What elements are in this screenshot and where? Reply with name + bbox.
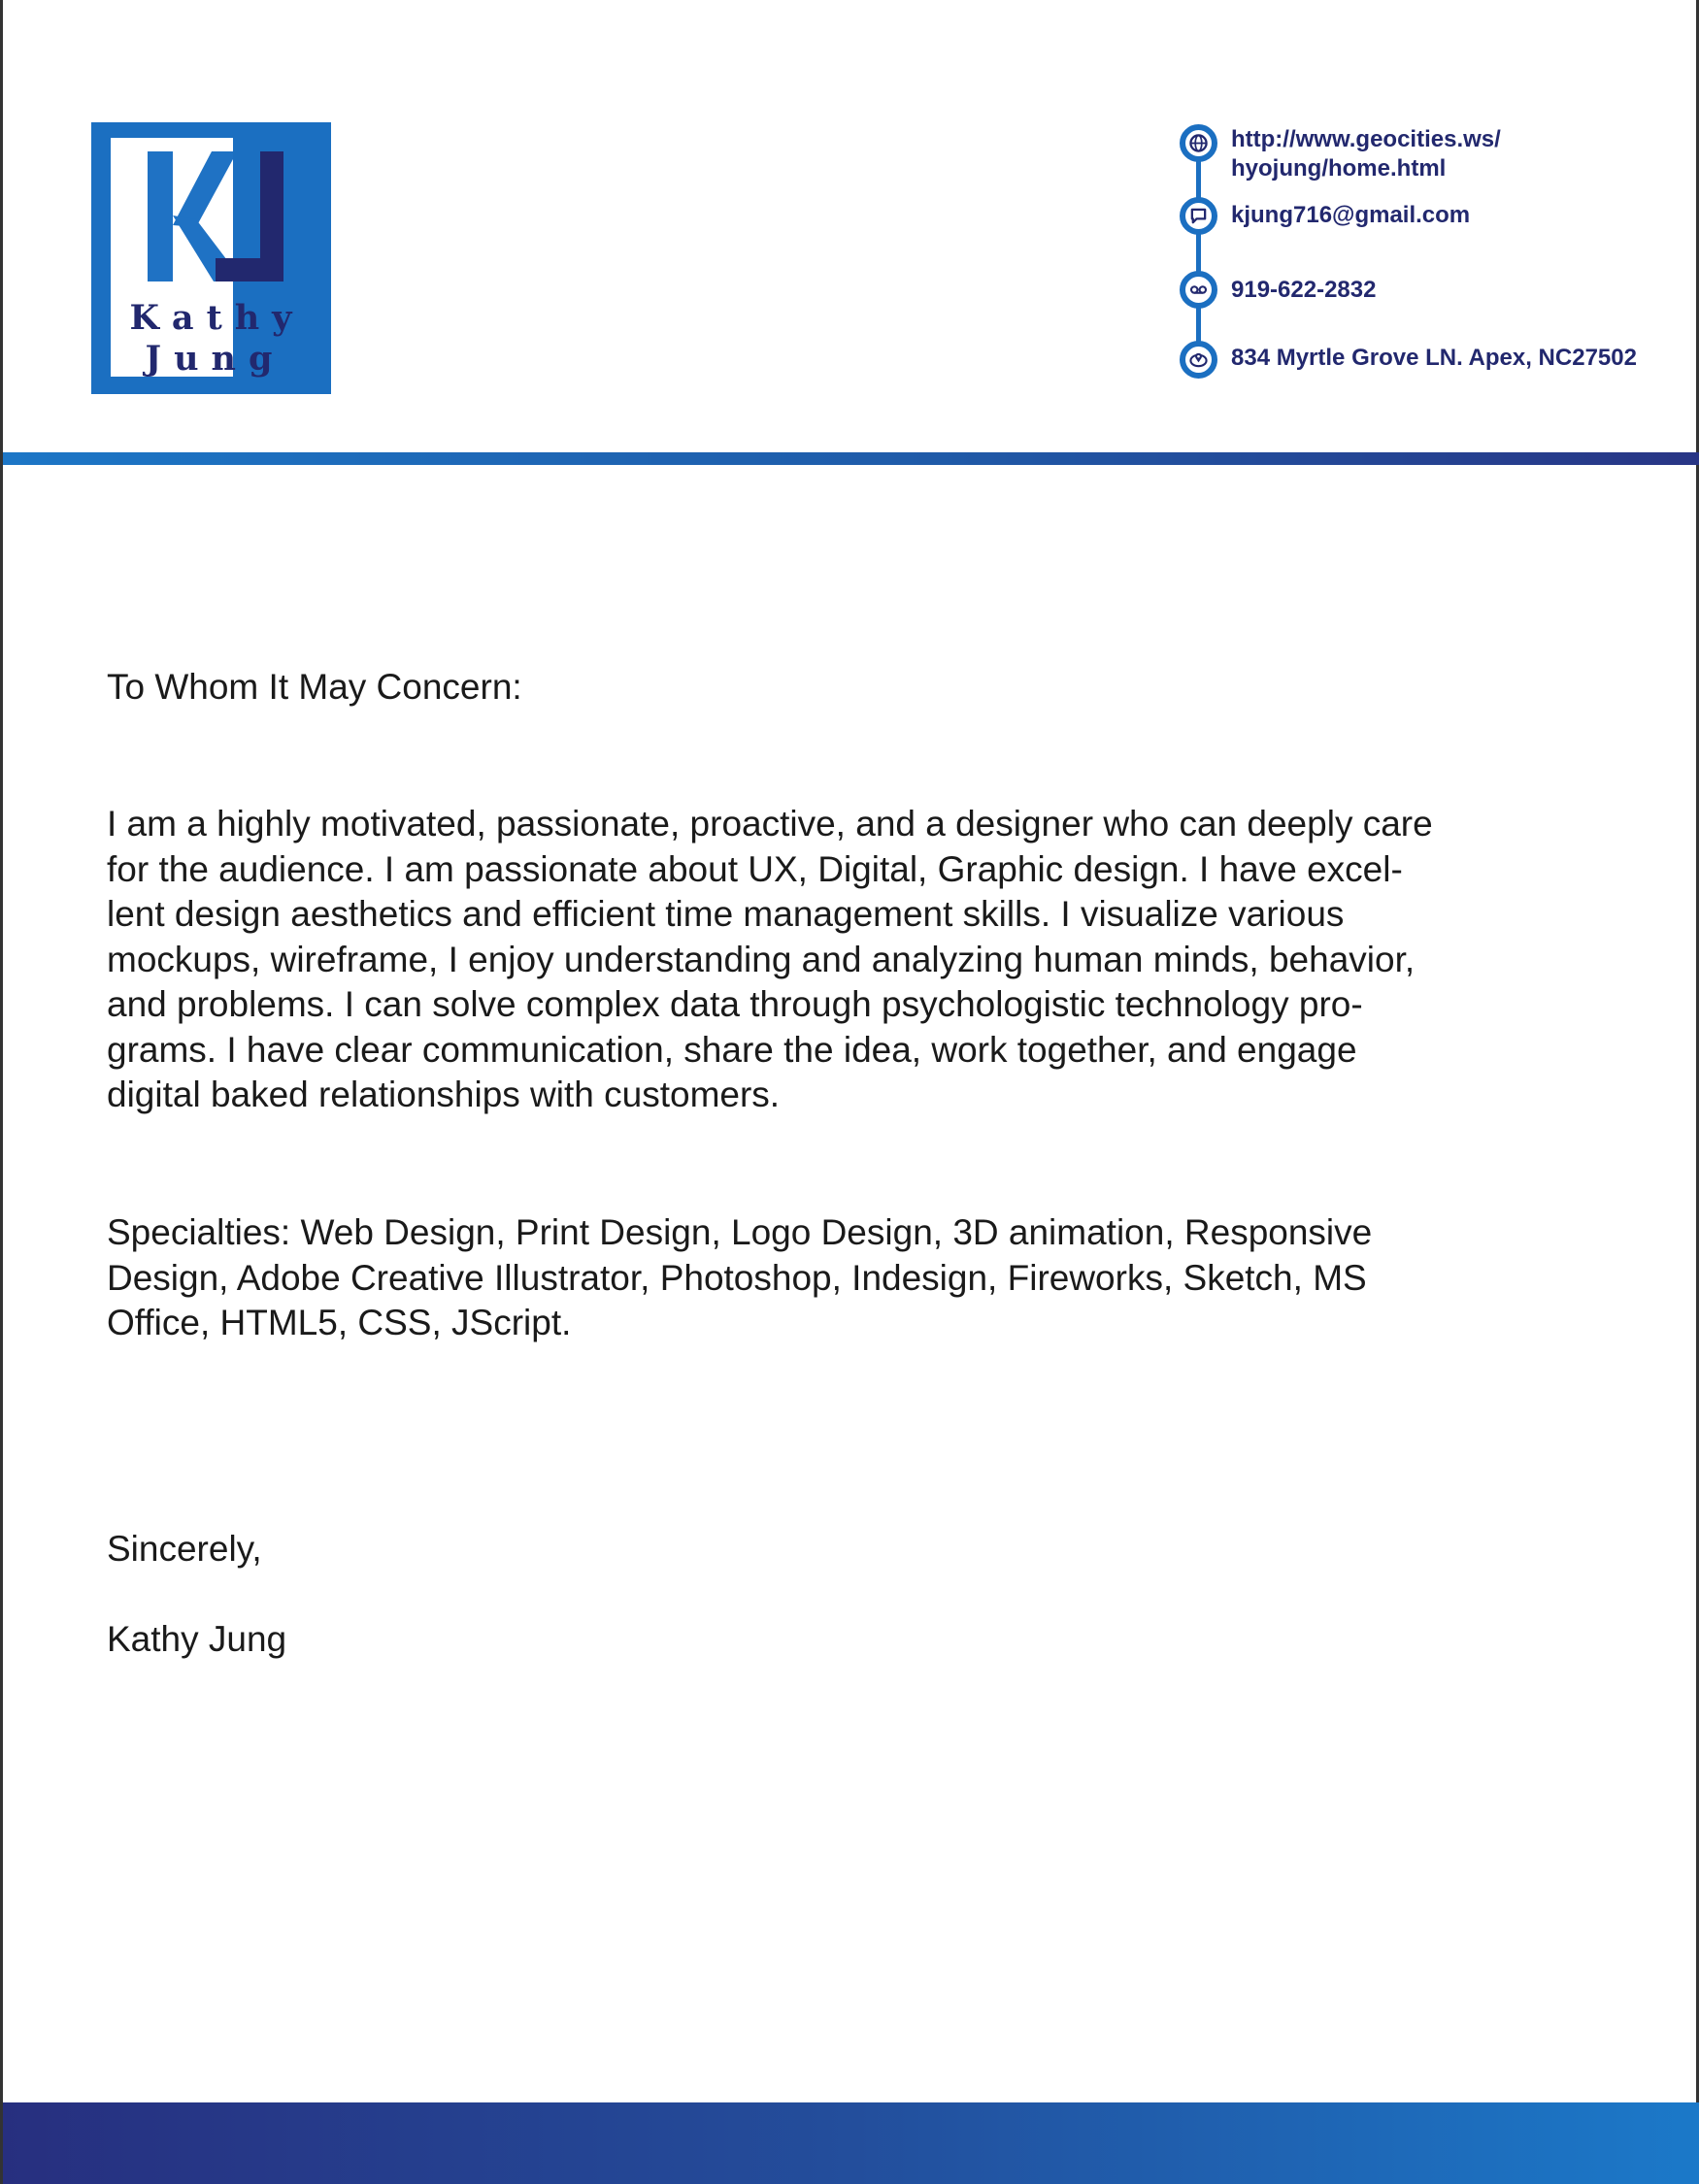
logo-last-name: Jung	[145, 339, 285, 379]
voicemail-icon	[1180, 271, 1217, 309]
logo-first-name: Kathy	[129, 298, 305, 338]
closing-phrase: Sincerely,	[107, 1528, 262, 1569]
phone-number: 919-622-2832	[1231, 277, 1377, 303]
letter-salutation: To Whom It May Concern:	[107, 667, 522, 707]
website-line-2: hyojung/home.html	[1231, 155, 1447, 182]
letter-body-paragraph: I am a highly motivated, passionate, proactive, and a designer who can deeply care for the audience. I am passionate about UX, Digital, Graphic design. I have excel- lent design aesthetics and efficient time management skills. I visualize various mockups, wireframe, I enjoy understanding and analyzing human minds, behavior, and problems. I can solve complex data through psychologistic technology pro- grams. I have clear communication, share the idea, work together, and engage digital baked relationships with customers.	[107, 804, 1433, 1114]
globe-icon	[1180, 124, 1217, 162]
letter-closing	[107, 1481, 1621, 1707]
signature-name: Kathy Jung	[107, 1618, 287, 1659]
chat-icon	[1180, 197, 1217, 235]
letter-specialties: Specialties: Web Design, Print Design, Logo Design, 3D animation, Responsive Design, Adobe Creative Illustrator, Photoshop, Indesign, Fireworks, Sketch, MS Office, HTML5, CSS, JScript.	[107, 1212, 1373, 1342]
email-link[interactable]: kjung716@gmail.com	[1231, 202, 1471, 228]
website-line-1: http://www.geocities.ws/	[1231, 126, 1501, 152]
contact-connector-line	[1196, 146, 1201, 361]
footer-band	[3, 2102, 1699, 2184]
website-link[interactable]	[1231, 125, 1501, 183]
kj-logo	[91, 122, 331, 394]
header-divider	[3, 452, 1699, 465]
mailing-address: 834 Myrtle Grove LN. Apex, NC27502	[1231, 345, 1637, 371]
location-icon	[1180, 341, 1217, 379]
